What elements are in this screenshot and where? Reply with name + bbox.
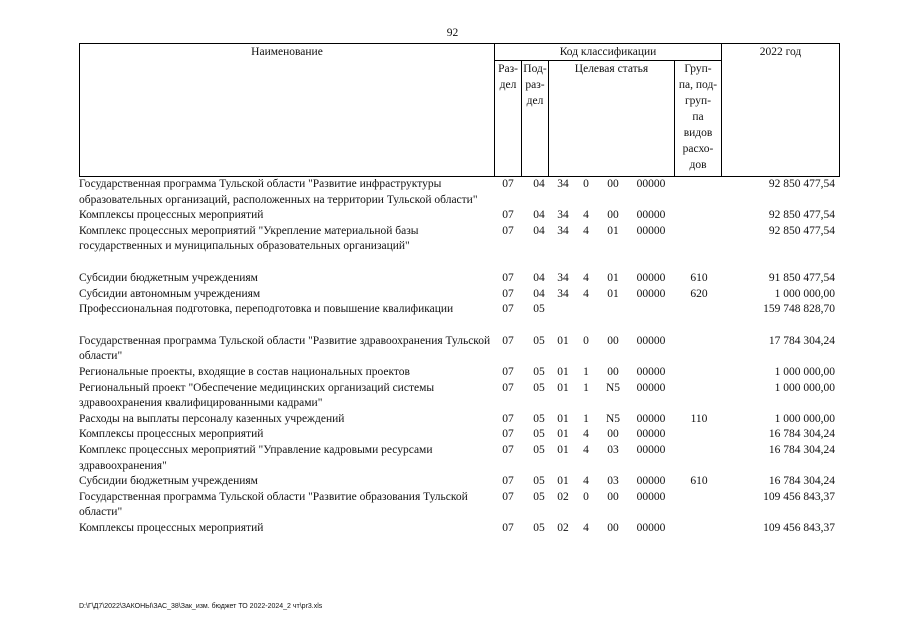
- file-path-footer: D:\Г\Д7\2022\ЗАКОНЫ\ЗАС_38\Зак_изм. бюджет ТО 2022-2024_2 чт\pr3.xls: [79, 603, 323, 610]
- row-name: Комплекс процессных мероприятий "Управление кадровыми ресурсами здравоохранения": [79, 443, 433, 472]
- row-amount: 1 000 000,00: [774, 412, 835, 425]
- row-podrazdel: 05: [533, 428, 545, 441]
- row-razdel: 07: [502, 271, 514, 284]
- row-direction: 00000: [636, 178, 666, 190]
- row-podrazdel: 05: [533, 303, 545, 316]
- table-row: [79, 521, 839, 537]
- header-code-classification: Код классификации: [495, 44, 722, 61]
- row-amount: 1 000 000,00: [774, 287, 835, 300]
- row-program: 01: [557, 428, 569, 441]
- row-program: 01: [557, 381, 569, 394]
- row-event: 00: [607, 490, 619, 503]
- row-subprogram: 4: [583, 443, 589, 456]
- row-podrazdel: 05: [533, 381, 545, 394]
- row-subprogram: 1: [583, 381, 589, 394]
- row-subprogram: 1: [583, 412, 589, 425]
- row-program: 02: [557, 521, 569, 534]
- row-podrazdel: 05: [533, 412, 545, 425]
- row-razdel: 07: [502, 521, 514, 534]
- row-direction: 00000: [636, 381, 666, 394]
- table-row: [79, 302, 839, 318]
- row-direction: 00000: [636, 334, 666, 347]
- table-row: [79, 412, 839, 428]
- row-podrazdel: 04: [533, 178, 545, 190]
- row-razdel: 07: [502, 412, 514, 425]
- table-row: [79, 474, 839, 490]
- row-program: 01: [557, 334, 569, 347]
- row-program: 01: [557, 443, 569, 456]
- row-name: Субсидии автономным учреждениям: [79, 287, 261, 300]
- row-event: 00: [607, 178, 619, 190]
- row-subprogram: 4: [583, 209, 589, 222]
- row-amount: 91 850 477,54: [768, 271, 835, 284]
- row-program: 34: [557, 271, 569, 284]
- row-amount: 16 784 304,24: [768, 475, 835, 488]
- header-year: 2022 год: [722, 44, 840, 177]
- row-program: 34: [557, 224, 569, 237]
- table-row: [79, 334, 839, 365]
- row-direction: 00000: [636, 428, 666, 441]
- row-amount: 17 784 304,24: [768, 334, 835, 347]
- row-expense-type: 610: [690, 271, 708, 284]
- row-amount: 92 850 477,54: [768, 178, 835, 190]
- table-row: [79, 177, 839, 208]
- row-amount: 109 456 843,37: [763, 490, 835, 503]
- row-event: 03: [607, 443, 619, 456]
- row-program: 34: [557, 287, 569, 300]
- row-subprogram: 4: [583, 287, 589, 300]
- table-row: [79, 490, 839, 521]
- table-body: [79, 177, 839, 536]
- row-amount: 16 784 304,24: [768, 443, 835, 456]
- row-event: 01: [607, 271, 619, 284]
- table-row: [79, 365, 839, 381]
- row-event: 01: [607, 287, 619, 300]
- header-razdel: Раз- дел: [495, 61, 522, 177]
- row-name: Региональные проекты, входящие в состав национальных проектов: [79, 365, 410, 378]
- row-direction: 00000: [636, 521, 666, 534]
- row-amount: 1 000 000,00: [774, 381, 835, 394]
- row-podrazdel: 04: [533, 209, 545, 222]
- row-name: Субсидии бюджетным учреждениям: [79, 475, 258, 488]
- row-razdel: 07: [502, 365, 514, 378]
- row-subprogram: 4: [583, 271, 589, 284]
- row-amount: 16 784 304,24: [768, 428, 835, 441]
- row-razdel: 07: [502, 381, 514, 394]
- row-name: Расходы на выплаты персоналу казенных учреждений: [79, 412, 345, 425]
- row-program: 01: [557, 412, 569, 425]
- table-row: [79, 427, 839, 443]
- row-name: Государственная программа Тульской области "Развитие образования Тульской области": [79, 490, 468, 519]
- row-expense-type: 610: [690, 475, 708, 488]
- row-podrazdel: 05: [533, 490, 545, 503]
- row-amount: 109 456 843,37: [763, 521, 835, 534]
- table-row: [79, 443, 839, 474]
- row-event: 00: [607, 521, 619, 534]
- row-podrazdel: 05: [533, 365, 545, 378]
- row-subprogram: 4: [583, 428, 589, 441]
- row-program: 34: [557, 178, 569, 190]
- row-podrazdel: 05: [533, 475, 545, 488]
- row-name: Комплексы процессных мероприятий: [79, 209, 264, 222]
- row-podrazdel: 04: [533, 287, 545, 300]
- row-amount: 1 000 000,00: [774, 365, 835, 378]
- row-name: Комплексы процессных мероприятий: [79, 428, 264, 441]
- row-podrazdel: 05: [533, 334, 545, 347]
- row-name: Комплекс процессных мероприятий "Укрепление материальной базы государственных и муниципальных образовательных организаций": [79, 224, 419, 253]
- table-row: [79, 224, 839, 255]
- table-header: [79, 43, 840, 177]
- row-event: 00: [607, 209, 619, 222]
- row-podrazdel: 04: [533, 271, 545, 284]
- row-event: 01: [607, 224, 619, 237]
- row-razdel: 07: [502, 178, 514, 190]
- row-amount: 92 850 477,54: [768, 224, 835, 237]
- row-program: 01: [557, 365, 569, 378]
- row-direction: 00000: [636, 365, 666, 378]
- row-razdel: 07: [502, 224, 514, 237]
- row-direction: 00000: [636, 287, 666, 300]
- row-direction: 00000: [636, 475, 666, 488]
- row-direction: 00000: [636, 209, 666, 222]
- header-name: Наименование: [80, 44, 495, 177]
- row-event: N5: [605, 381, 621, 394]
- row-subprogram: 4: [583, 521, 589, 534]
- header-target-article: Целевая статья: [549, 61, 675, 177]
- row-name: Комплексы процессных мероприятий: [79, 521, 264, 534]
- row-amount: 92 850 477,54: [768, 209, 835, 222]
- row-direction: 00000: [636, 490, 666, 503]
- row-amount: 159 748 828,70: [763, 303, 835, 316]
- row-podrazdel: 05: [533, 443, 545, 456]
- row-program: 02: [557, 490, 569, 503]
- row-razdel: 07: [502, 443, 514, 456]
- row-direction: 00000: [636, 443, 666, 456]
- row-subprogram: 0: [583, 334, 589, 347]
- row-expense-type: 110: [690, 412, 708, 425]
- page-number: 92: [446, 27, 459, 39]
- table-row: [79, 287, 839, 303]
- row-direction: 00000: [636, 224, 666, 237]
- row-name: Профессиональная подготовка, переподготовка и повышение квалификации: [79, 303, 454, 316]
- row-subprogram: 1: [583, 365, 589, 378]
- row-direction: 00000: [636, 412, 666, 425]
- row-direction: 00000: [636, 271, 666, 284]
- table-row: [79, 381, 839, 412]
- row-name: Субсидии бюджетным учреждениям: [79, 271, 258, 284]
- row-event: 03: [607, 475, 619, 488]
- row-razdel: 07: [502, 209, 514, 222]
- row-name: Государственная программа Тульской области "Развитие здравоохранения Тульской области": [79, 334, 491, 363]
- row-program: 34: [557, 209, 569, 222]
- row-razdel: 07: [502, 334, 514, 347]
- row-event: N5: [605, 412, 621, 425]
- row-subprogram: 4: [583, 475, 589, 488]
- header-podrazdel: Под- раз- дел: [522, 61, 549, 177]
- row-name: Государственная программа Тульской области "Развитие инфраструктуры образовательных организаций, расположенных на территории Тульской области": [79, 178, 478, 206]
- row-name: Региональный проект "Обеспечение медицинских организаций системы здравоохранения квалифицированными кадрами": [79, 381, 435, 410]
- row-podrazdel: 04: [533, 224, 545, 237]
- row-subprogram: 0: [583, 490, 589, 503]
- row-razdel: 07: [502, 303, 514, 316]
- row-program: 01: [557, 475, 569, 488]
- row-event: 00: [607, 334, 619, 347]
- row-subprogram: 4: [583, 224, 589, 237]
- row-razdel: 07: [502, 490, 514, 503]
- row-expense-type: 620: [690, 287, 708, 300]
- row-podrazdel: 05: [533, 521, 545, 534]
- table-row: [79, 271, 839, 287]
- row-event: 00: [607, 365, 619, 378]
- row-event: 00: [607, 428, 619, 441]
- row-razdel: 07: [502, 475, 514, 488]
- row-subprogram: 0: [583, 178, 589, 190]
- row-razdel: 07: [502, 428, 514, 441]
- table-row: [79, 208, 839, 224]
- header-group: Груп- па, под- груп- па видов расхо- дов: [675, 61, 722, 177]
- row-razdel: 07: [502, 287, 514, 300]
